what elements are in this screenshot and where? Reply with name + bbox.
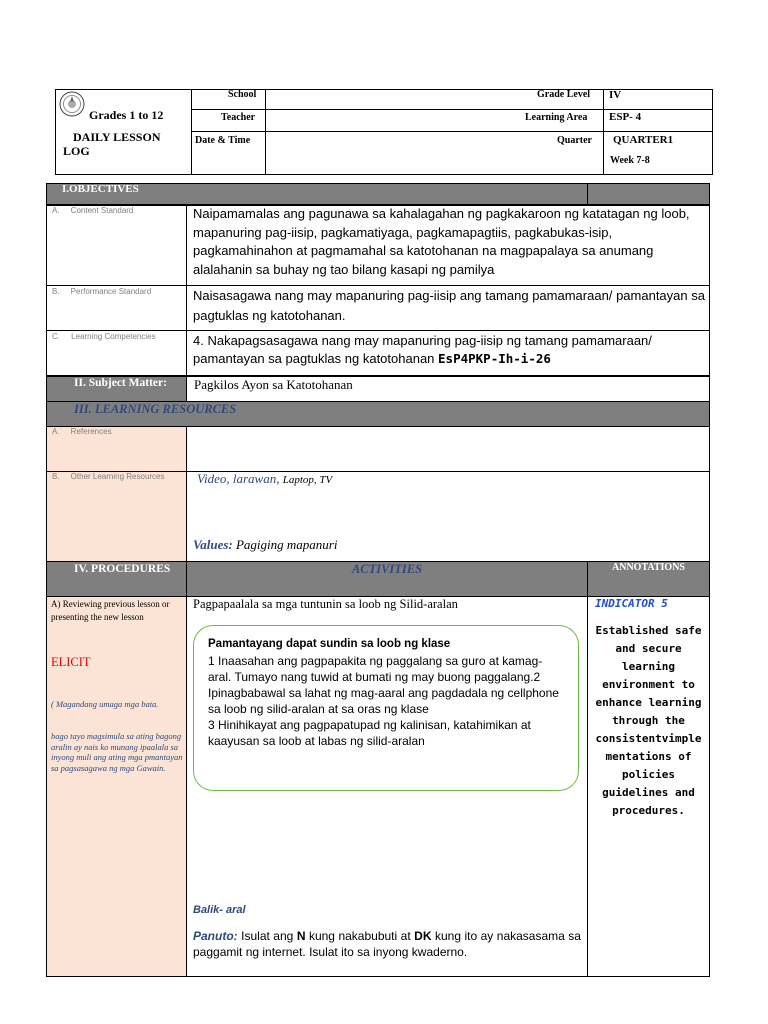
panuto-part-1: Isulat ang <box>237 929 297 943</box>
references-label: A. References <box>52 427 112 436</box>
grade-level-value: IV <box>609 89 622 101</box>
panuto-label: Panuto: <box>193 929 238 943</box>
performance-standard-label: B. Performance Standard <box>52 287 152 296</box>
competencies-text <box>193 332 705 368</box>
teacher-label: Teacher <box>221 112 256 123</box>
values-text: Pagiging mapanuri <box>235 537 338 552</box>
indicator-label: INDICATOR 5 <box>595 597 668 610</box>
step-a-label: A) Reviewing previous lesson or presenting the new lesson <box>51 599 170 622</box>
competencies-code: EsP4PKP-Ih-i-26 <box>438 351 551 366</box>
content-standard-label: A. Content Standard <box>52 206 134 215</box>
grade-level-label: Grade Level <box>537 89 591 100</box>
annotations-heading: ANNOTATIONS <box>612 562 685 573</box>
panuto-text <box>193 928 581 960</box>
week-value: Week 7-8 <box>610 155 650 166</box>
values-line <box>193 537 337 553</box>
learning-resources-heading: III. LEARNING RESOURCES <box>74 402 237 416</box>
panuto-n: N <box>296 929 306 943</box>
balik-aral-label: Balik- aral <box>193 904 246 916</box>
objectives-heading: I.OBJECTIVES <box>62 183 139 195</box>
dll-title: DAILY LESSON LOG <box>63 130 161 158</box>
activity-title: Pagpapaalala sa mga tuntunin sa loob ng Silid-aralan <box>193 597 458 611</box>
learning-area-label: Learning Area <box>525 112 588 123</box>
quarter-label: Quarter <box>557 135 592 146</box>
greeting-text: ( Magandang umaga mga bata. <box>51 699 159 709</box>
panuto-part-3: kung ito ay nakasasama sa paggamit ng internet. Isulat ito sa inyong kwaderno. <box>193 929 581 959</box>
quarter-value: QUARTER1 <box>613 134 674 146</box>
values-label: Values: <box>193 537 236 552</box>
other-resources-label: B. Other Learning Resources <box>52 472 165 481</box>
elicit-label: ELICIT <box>51 655 91 669</box>
indicator-text: Established safe and secure learning environment to enhance learning through the consistentvimple mentations of policies guidelines and procedures. <box>595 624 702 817</box>
learning-area-value: ESP- 4 <box>609 111 642 123</box>
school-label: School <box>228 89 257 100</box>
subject-matter-value: Pagkilos Ayon sa Katotohanan <box>194 377 353 392</box>
other-resources-devices: Laptop, TV <box>282 474 333 486</box>
content-standard-text: Naipamamalas ang pagunawa sa kahalagahan ng pagkakaroon ng katatagan ng loob, mapanuring pag-iisip, pagkamatiyaga, pagkamapagtiis, pagkabukas-isip, pagkamahinahon at pagmamahal sa katotohanan na magpapalaya sa anumang alalahanin sa buhay ng tao bilang kasapi ng pamilya <box>193 206 690 277</box>
rule-1: 1 Inaasahan ang pagpapakita ng paggalang sa guro at kamag-aral. Tumayo nang tuwid at bumati ng may buong paggalang. <box>208 654 543 684</box>
panuto-dk: DK <box>414 929 432 943</box>
intro-note: bago tayo magsimula sa ating bagong aralin ay nais ko munang ipaalala sa inyong muli ang ating mga pmantayan sa pagsasagawa ng mga Gawain. <box>51 731 183 773</box>
other-resources-value <box>197 471 332 487</box>
competencies-description: 4. Nakapagsasagawa nang may mapanuring pag-iisip ng tamang pamamaraan/ pamantayan sa pagtuklas ng katotohanan <box>193 333 652 366</box>
objectives-header-annotation-cell <box>587 183 710 205</box>
procedures-heading: IV. PROCEDURES <box>74 563 171 575</box>
panuto-part-2: kung nakabubuti at <box>305 929 415 943</box>
other-resources-media: Video, larawan, <box>197 471 283 486</box>
activities-heading: ACTIVITIES <box>351 562 423 576</box>
performance-standard-text: Naisasagawa nang may mapanuring pag-iisip ang tamang pamamaraan/ pamantayan sa pagtuklas ng katotohanan. <box>193 288 705 323</box>
rules-list <box>208 653 563 749</box>
subject-matter-label: II. Subject Matter: <box>74 377 167 389</box>
rule-3: 3 Hinihikayat ang pagpapatupad ng kalinisan, katahimikan at kaayusan sa loob at labas ng silid-aralan <box>208 718 531 748</box>
competencies-label: C. Learning Competencies <box>52 332 156 341</box>
grades-label: Grades 1 to 12 <box>89 108 164 122</box>
rule-2: 2 Ipinagbabawal sa lahat ng mag-aaral ang pagdadala ng cellphone sa loob ng silid-aralan at sa oras ng klase <box>208 670 559 716</box>
date-time-label: Date & Time <box>195 135 251 146</box>
deped-seal-icon <box>59 91 85 117</box>
rules-title: Pamantayang dapat sundin sa loob ng klase <box>208 638 451 650</box>
